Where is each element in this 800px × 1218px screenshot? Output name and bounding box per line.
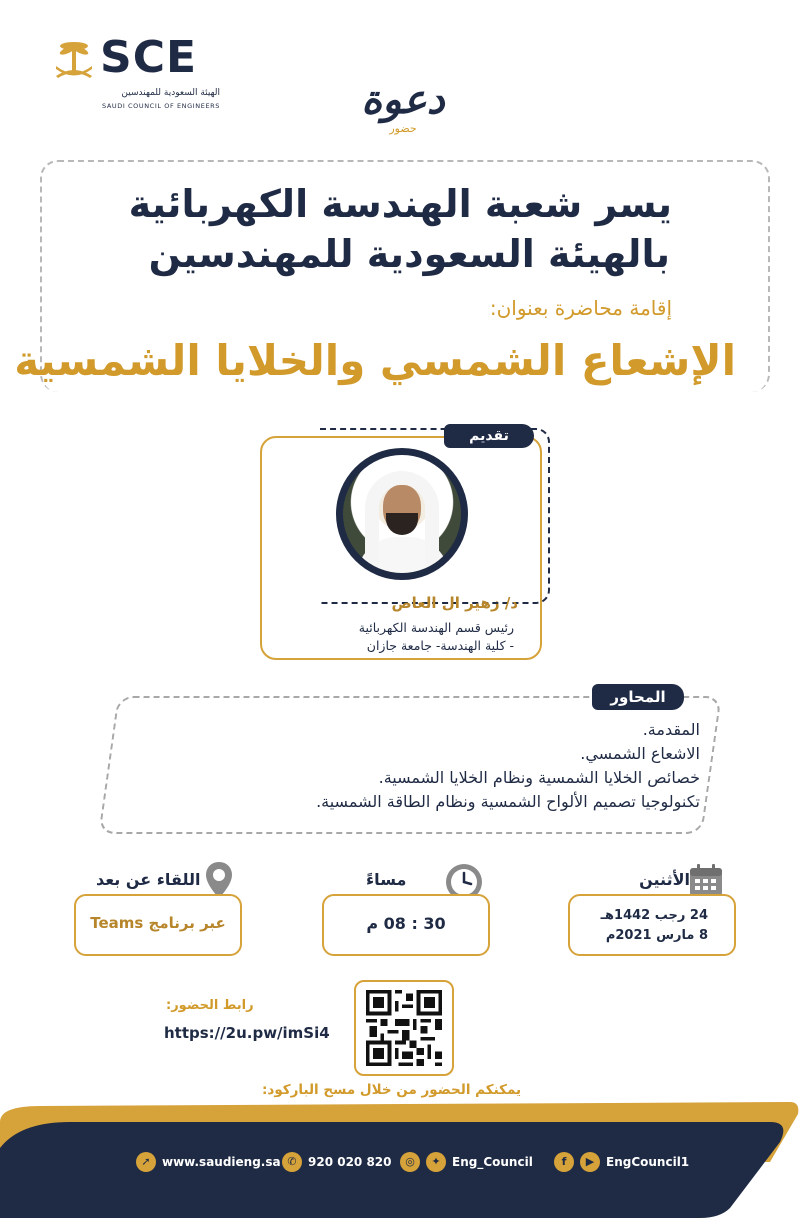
topics-tag xyxy=(592,684,684,710)
sce-logo xyxy=(50,30,220,110)
lecture-title: الإشعاع الشمسي والخلايا الشمسية xyxy=(14,336,736,385)
youtube-icon: ▶ xyxy=(580,1152,600,1172)
calendar-icon xyxy=(688,862,724,898)
title-line-1: يسر شعبة الهندسة الكهربائية xyxy=(128,182,672,226)
footer-phone[interactable] xyxy=(282,1152,392,1172)
topics-list xyxy=(180,718,700,814)
phone-text: 920 020 820 xyxy=(308,1155,392,1169)
invitation-word: دعوة xyxy=(361,76,445,123)
qr-code-icon xyxy=(364,990,444,1066)
title-subtitle: إقامة محاضرة بعنوان: xyxy=(489,296,672,320)
meeting-mode-value: عبر برنامج Teams xyxy=(90,914,226,932)
attendance-link-label: رابط الحضور: xyxy=(166,998,254,1013)
invitation-calligraphy xyxy=(348,78,458,148)
topic-item: الاشعاع الشمسي. xyxy=(580,744,700,763)
presenter-role-2: - كلية الهندسة- جامعة جازان xyxy=(366,638,514,653)
title-line-2: بالهيئة السعودية للمهندسين xyxy=(148,232,670,276)
presenter-role-1: رئيس قسم الهندسة الكهربائية xyxy=(358,620,514,635)
footer-website[interactable] xyxy=(136,1152,281,1172)
facebook-icon: f xyxy=(554,1152,574,1172)
phone-icon: ✆ xyxy=(282,1152,302,1172)
time-label: مساءً xyxy=(366,870,407,889)
time-value: 30 : 08 م xyxy=(366,914,446,933)
website-text: www.saudieng.sa xyxy=(162,1155,281,1169)
presenter-photo xyxy=(336,448,468,580)
topic-item: تكنولوجيا تصميم الألواح الشمسية ونظام الطاقة الشمسية. xyxy=(316,792,700,811)
handle-1-text: Eng_Council xyxy=(452,1155,533,1169)
date-box xyxy=(568,894,736,956)
date-hijri: 24 رجب 1442هـ xyxy=(600,908,708,923)
presenter-tag xyxy=(444,424,534,448)
qr-code[interactable] xyxy=(354,980,454,1076)
date-gregorian: 8 مارس 2021م xyxy=(605,928,708,943)
topics-tag-label: المحاور xyxy=(610,688,666,706)
topic-item: خصائص الخلايا الشمسية ونظام الخلايا الشمسية. xyxy=(378,768,700,787)
handle-2-text: EngCouncil1 xyxy=(606,1155,690,1169)
palm-swords-icon xyxy=(50,36,98,84)
cursor-icon: ➚ xyxy=(136,1152,156,1172)
meeting-mode-label: اللقاء عن بعد xyxy=(96,870,201,889)
footer-social-1[interactable] xyxy=(400,1152,533,1172)
logo-text: SCE xyxy=(100,32,198,83)
day-label: الأثنين xyxy=(639,870,690,889)
topic-item: المقدمة. xyxy=(642,720,700,739)
invitation-sub: حضور xyxy=(389,122,417,135)
scan-note: يمكنكم الحضور من خلال مسح الباركود: xyxy=(262,1082,522,1098)
snapchat-icon: ◎ xyxy=(400,1152,420,1172)
logo-english-name: SAUDI COUNCIL OF ENGINEERS xyxy=(101,102,220,110)
twitter-icon: ✦ xyxy=(426,1152,446,1172)
presenter-tag-label: تقديم xyxy=(469,428,509,444)
presenter-name: د/ زهير ال العاص xyxy=(391,594,518,612)
attendance-link[interactable]: https://2u.pw/imSi4 xyxy=(164,1024,330,1042)
logo-arabic-name: الهيئة السعودية للمهندسين xyxy=(121,88,220,98)
footer-social-2[interactable] xyxy=(554,1152,689,1172)
